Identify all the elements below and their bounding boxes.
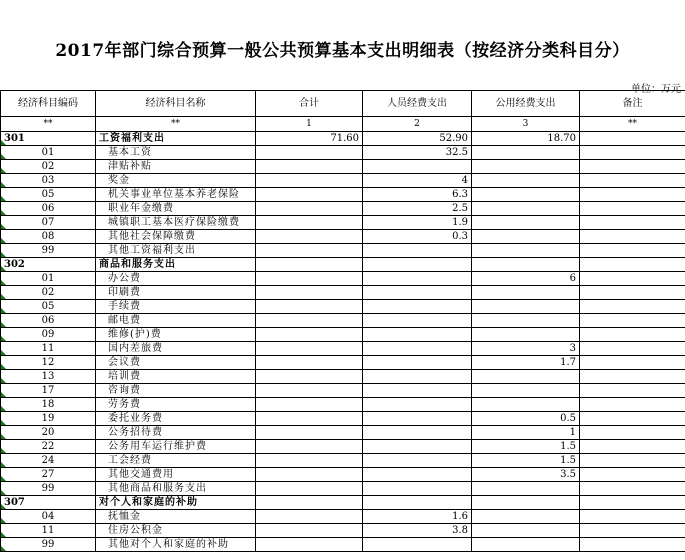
- cell-public[interactable]: [472, 398, 580, 412]
- cell-public[interactable]: [472, 216, 580, 230]
- cell-total[interactable]: [256, 524, 363, 538]
- category-row: [1, 496, 685, 510]
- table-row: [1, 188, 685, 202]
- cell-total[interactable]: [256, 482, 363, 496]
- cell-name[interactable]: 办公费: [96, 272, 256, 286]
- cell-marker-icon: [1, 350, 6, 355]
- cell-marker-icon: [1, 462, 6, 467]
- cell-code[interactable]: [1, 230, 96, 244]
- cell-note[interactable]: [580, 440, 685, 454]
- cell-total[interactable]: [256, 426, 363, 440]
- cell-marker-icon: [1, 420, 6, 425]
- cell-code-text: 02: [41, 161, 55, 172]
- cell-total[interactable]: [256, 384, 363, 398]
- cell-note[interactable]: [580, 356, 685, 370]
- cell-total[interactable]: [256, 356, 363, 370]
- table-row: [1, 286, 685, 300]
- table-row: [1, 524, 685, 538]
- table-row: [1, 202, 685, 216]
- cell-code[interactable]: [1, 300, 96, 314]
- table-row: [1, 272, 685, 286]
- cell-name[interactable]: 城镇职工基本医疗保险缴费: [96, 216, 256, 230]
- cell-public[interactable]: 1.5: [472, 454, 580, 468]
- cell-personnel[interactable]: [363, 398, 472, 412]
- cell-personnel[interactable]: [363, 538, 472, 552]
- cell-personnel[interactable]: 52.90: [363, 132, 472, 146]
- cell-code-text: 05: [41, 301, 55, 312]
- cell-note[interactable]: [580, 496, 685, 510]
- cell-note[interactable]: [580, 384, 685, 398]
- cell-marker-icon: [1, 252, 6, 257]
- cell-name[interactable]: 其他对个人和家庭的补助: [96, 538, 256, 552]
- cell-personnel[interactable]: 1.9: [363, 216, 472, 230]
- cell-note[interactable]: [580, 328, 685, 342]
- cell-name[interactable]: 咨询费: [96, 384, 256, 398]
- cell-total[interactable]: [256, 146, 363, 160]
- cell-code[interactable]: [1, 146, 96, 160]
- cell-name[interactable]: 公务用车运行维护费: [96, 440, 256, 454]
- cell-name[interactable]: 住房公积金: [96, 524, 256, 538]
- cell-marker-icon: [1, 546, 6, 551]
- cell-personnel[interactable]: [363, 412, 472, 426]
- cell-code[interactable]: [1, 440, 96, 454]
- cell-code-text: 19: [41, 413, 55, 424]
- cell-marker-icon: [1, 476, 6, 481]
- cell-code-text: 01: [41, 273, 55, 284]
- cell-marker-icon: [1, 490, 6, 495]
- cell-marker-icon: [1, 154, 6, 159]
- cell-note[interactable]: [580, 272, 685, 286]
- cell-code[interactable]: [1, 454, 96, 468]
- cell-note[interactable]: [580, 244, 685, 258]
- cell-note[interactable]: [580, 202, 685, 216]
- cell-personnel[interactable]: [363, 272, 472, 286]
- cell-code-text: 01: [41, 147, 55, 158]
- cell-code-text: 20: [41, 427, 55, 438]
- cell-code-text: 99: [41, 245, 55, 256]
- cell-note[interactable]: [580, 174, 685, 188]
- cell-personnel[interactable]: 6.3: [363, 188, 472, 202]
- cell-name[interactable]: 职业年金缴费: [96, 202, 256, 216]
- cell-note[interactable]: [580, 258, 685, 272]
- cell-code[interactable]: [1, 188, 96, 202]
- page-title: 2017年部门综合预算一般公共预算基本支出明细表（按经济分类科目分）: [55, 41, 630, 61]
- cell-personnel[interactable]: [363, 328, 472, 342]
- table-row: [1, 426, 685, 440]
- cell-public[interactable]: [472, 482, 580, 496]
- cell-public[interactable]: 1.7: [472, 356, 580, 370]
- cell-name[interactable]: 津贴补贴: [96, 160, 256, 174]
- table-row: [1, 510, 685, 524]
- cell-marker-icon: [1, 448, 6, 453]
- cell-code[interactable]: [1, 286, 96, 300]
- cell-personnel[interactable]: [363, 244, 472, 258]
- cell-public[interactable]: [472, 370, 580, 384]
- cell-code-text: 301: [4, 133, 25, 144]
- index-total[interactable]: 1: [256, 117, 363, 132]
- header-row: [1, 91, 685, 117]
- cell-total[interactable]: [256, 230, 363, 244]
- cell-personnel[interactable]: [363, 496, 472, 510]
- cell-public[interactable]: [472, 202, 580, 216]
- cell-total[interactable]: [256, 160, 363, 174]
- cell-code-text: 04: [41, 511, 55, 522]
- cell-note[interactable]: [580, 146, 685, 160]
- cell-code-text: 11: [41, 343, 55, 354]
- table-row: [1, 160, 685, 174]
- cell-note[interactable]: [580, 524, 685, 538]
- cell-marker-icon: [1, 336, 6, 341]
- cell-personnel[interactable]: [363, 314, 472, 328]
- cell-note[interactable]: [580, 454, 685, 468]
- cell-note[interactable]: [580, 286, 685, 300]
- table-row: [1, 174, 685, 188]
- cell-note[interactable]: [580, 230, 685, 244]
- cell-marker-icon: [1, 280, 6, 285]
- table-row: [1, 342, 685, 356]
- cell-public[interactable]: [472, 524, 580, 538]
- cell-personnel[interactable]: [363, 384, 472, 398]
- table-row: [1, 328, 685, 342]
- cell-marker-icon: [1, 238, 6, 243]
- cell-name[interactable]: 工会经费: [96, 454, 256, 468]
- cell-code[interactable]: [1, 244, 96, 258]
- unit-label: 单位：万元: [631, 84, 681, 95]
- header-note[interactable]: 备注: [580, 91, 685, 117]
- cell-name[interactable]: 机关事业单位基本养老保险: [96, 188, 256, 202]
- cell-marker-icon: [1, 406, 6, 411]
- cell-note[interactable]: [580, 188, 685, 202]
- cell-public[interactable]: [472, 328, 580, 342]
- index-note[interactable]: **: [580, 117, 685, 132]
- cell-marker-icon: [1, 196, 6, 201]
- cell-personnel[interactable]: [363, 454, 472, 468]
- cell-marker-icon: [1, 392, 6, 397]
- cell-personnel[interactable]: [363, 160, 472, 174]
- table-row: [1, 300, 685, 314]
- cell-personnel[interactable]: [363, 468, 472, 482]
- cell-name[interactable]: 对个人和家庭的补助: [96, 496, 256, 510]
- cell-public[interactable]: [472, 384, 580, 398]
- cell-code[interactable]: [1, 370, 96, 384]
- cell-marker-icon: [1, 168, 6, 173]
- cell-marker-icon: [1, 532, 6, 537]
- cell-code-text: 24: [41, 455, 55, 466]
- cell-code-text: 302: [4, 259, 25, 270]
- cell-public[interactable]: 1: [472, 426, 580, 440]
- cell-public[interactable]: 3: [472, 342, 580, 356]
- cell-marker-icon: [1, 378, 6, 383]
- table-row: [1, 356, 685, 370]
- cell-code[interactable]: [1, 482, 96, 496]
- cell-personnel[interactable]: 32.5: [363, 146, 472, 160]
- table-row: [1, 384, 685, 398]
- index-row: [1, 117, 685, 132]
- budget-table: [0, 90, 685, 552]
- cell-code-text: 12: [41, 357, 55, 368]
- cell-name[interactable]: 手续费: [96, 300, 256, 314]
- cell-total[interactable]: [256, 202, 363, 216]
- cell-public[interactable]: [472, 230, 580, 244]
- cell-total[interactable]: [256, 510, 363, 524]
- cell-name[interactable]: 委托业务费: [96, 412, 256, 426]
- cell-total[interactable]: [256, 174, 363, 188]
- cell-code[interactable]: [1, 314, 96, 328]
- cell-marker-icon: [1, 294, 6, 299]
- cell-name[interactable]: 其他商品和服务支出: [96, 482, 256, 496]
- cell-code-text: 09: [41, 329, 55, 340]
- cell-code[interactable]: [1, 468, 96, 482]
- table-row: [1, 440, 685, 454]
- cell-name[interactable]: 邮电费: [96, 314, 256, 328]
- cell-total[interactable]: [256, 258, 363, 272]
- cell-name[interactable]: 公务招待费: [96, 426, 256, 440]
- cell-code[interactable]: [1, 524, 96, 538]
- cell-code[interactable]: [1, 216, 96, 230]
- cell-public[interactable]: [472, 286, 580, 300]
- cell-note[interactable]: [580, 398, 685, 412]
- cell-public[interactable]: [472, 496, 580, 510]
- cell-note[interactable]: [580, 160, 685, 174]
- cell-marker-icon: [1, 518, 6, 523]
- cell-code-text: 99: [41, 539, 55, 550]
- table-row: [1, 146, 685, 160]
- cell-public[interactable]: 3.5: [472, 468, 580, 482]
- cell-public[interactable]: [472, 258, 580, 272]
- table-row: [1, 482, 685, 496]
- cell-code[interactable]: [1, 202, 96, 216]
- cell-code-text: 18: [41, 399, 55, 410]
- cell-total[interactable]: [256, 538, 363, 552]
- cell-total[interactable]: [256, 440, 363, 454]
- cell-code[interactable]: [1, 258, 96, 272]
- cell-total[interactable]: [256, 216, 363, 230]
- cell-personnel[interactable]: [363, 370, 472, 384]
- cell-code-text: 11: [41, 525, 55, 536]
- cell-name[interactable]: 劳务费: [96, 398, 256, 412]
- cell-marker-icon: [1, 364, 6, 369]
- cell-marker-icon: [1, 266, 6, 271]
- index-personnel[interactable]: 2: [363, 117, 472, 132]
- cell-code[interactable]: [1, 412, 96, 426]
- cell-code[interactable]: [1, 328, 96, 342]
- cell-total[interactable]: [256, 370, 363, 384]
- cell-public[interactable]: [472, 300, 580, 314]
- cell-note[interactable]: [580, 370, 685, 384]
- cell-total[interactable]: 71.60: [256, 132, 363, 146]
- cell-code-text: 17: [41, 385, 55, 396]
- table-row: [1, 244, 685, 258]
- cell-total[interactable]: [256, 412, 363, 426]
- cell-code[interactable]: [1, 160, 96, 174]
- cell-code-text: 05: [41, 189, 55, 200]
- cell-name[interactable]: 印刷费: [96, 286, 256, 300]
- cell-name[interactable]: 维修(护)费: [96, 328, 256, 342]
- header-name[interactable]: 经济科目名称: [96, 91, 256, 117]
- cell-note[interactable]: [580, 300, 685, 314]
- cell-code-text: 03: [41, 175, 55, 186]
- cell-name[interactable]: 国内差旅费: [96, 342, 256, 356]
- index-code[interactable]: **: [1, 117, 96, 132]
- cell-public[interactable]: 6: [472, 272, 580, 286]
- cell-public[interactable]: 0.5: [472, 412, 580, 426]
- cell-code-text: 06: [41, 203, 55, 214]
- cell-code-text: 06: [41, 315, 55, 326]
- cell-code-text: 13: [41, 371, 55, 382]
- cell-total[interactable]: [256, 342, 363, 356]
- cell-personnel[interactable]: [363, 482, 472, 496]
- table-row: [1, 230, 685, 244]
- cell-name[interactable]: 抚恤金: [96, 510, 256, 524]
- cell-marker-icon: [1, 210, 6, 215]
- cell-code-text: 02: [41, 287, 55, 298]
- cell-marker-icon: [1, 504, 6, 509]
- cell-total[interactable]: [256, 468, 363, 482]
- cell-name[interactable]: 其他社会保障缴费: [96, 230, 256, 244]
- cell-personnel[interactable]: 1.6: [363, 510, 472, 524]
- cell-code[interactable]: [1, 384, 96, 398]
- cell-code-text: 08: [41, 231, 55, 242]
- cell-name[interactable]: 基本工资: [96, 146, 256, 160]
- cell-code[interactable]: [1, 356, 96, 370]
- cell-public[interactable]: [472, 174, 580, 188]
- cell-personnel[interactable]: [363, 258, 472, 272]
- cell-note[interactable]: [580, 342, 685, 356]
- table-row: [1, 412, 685, 426]
- cell-code-text: 22: [41, 441, 55, 452]
- cell-code-text: 307: [4, 497, 25, 508]
- cell-note[interactable]: [580, 132, 685, 146]
- cell-public[interactable]: [472, 160, 580, 174]
- cell-code-text: 27: [41, 469, 55, 480]
- cell-total[interactable]: [256, 300, 363, 314]
- cell-public[interactable]: [472, 314, 580, 328]
- cell-code[interactable]: [1, 342, 96, 356]
- category-row: [1, 258, 685, 272]
- cell-total[interactable]: [256, 454, 363, 468]
- cell-personnel[interactable]: [363, 426, 472, 440]
- cell-personnel[interactable]: 3.8: [363, 524, 472, 538]
- category-row: [1, 132, 685, 146]
- cell-personnel[interactable]: 2.5: [363, 202, 472, 216]
- cell-name[interactable]: 会议费: [96, 356, 256, 370]
- cell-public[interactable]: [472, 146, 580, 160]
- table-row: [1, 468, 685, 482]
- index-name[interactable]: **: [96, 117, 256, 132]
- cell-marker-icon: [1, 140, 6, 145]
- index-public[interactable]: 3: [472, 117, 580, 132]
- cell-total[interactable]: [256, 188, 363, 202]
- cell-code[interactable]: [1, 398, 96, 412]
- cell-note[interactable]: [580, 538, 685, 552]
- cell-personnel[interactable]: [363, 286, 472, 300]
- cell-code[interactable]: [1, 510, 96, 524]
- cell-note[interactable]: [580, 314, 685, 328]
- cell-note[interactable]: [580, 482, 685, 496]
- cell-total[interactable]: [256, 272, 363, 286]
- cell-marker-icon: [1, 434, 6, 439]
- cell-public[interactable]: [472, 244, 580, 258]
- cell-marker-icon: [1, 182, 6, 187]
- cell-note[interactable]: [580, 510, 685, 524]
- cell-personnel[interactable]: [363, 342, 472, 356]
- header-public[interactable]: 公用经费支出: [472, 91, 580, 117]
- cell-code[interactable]: [1, 174, 96, 188]
- cell-public[interactable]: [472, 510, 580, 524]
- cell-note[interactable]: [580, 468, 685, 482]
- cell-marker-icon: [1, 224, 6, 229]
- cell-marker-icon: [1, 308, 6, 313]
- cell-code[interactable]: [1, 426, 96, 440]
- cell-code-text: 07: [41, 217, 55, 228]
- cell-code[interactable]: [1, 538, 96, 552]
- table-row: [1, 314, 685, 328]
- cell-public[interactable]: 18.70: [472, 132, 580, 146]
- table-row: [1, 454, 685, 468]
- cell-personnel[interactable]: [363, 356, 472, 370]
- cell-code[interactable]: [1, 132, 96, 146]
- cell-note[interactable]: [580, 426, 685, 440]
- cell-public[interactable]: 1.5: [472, 440, 580, 454]
- header-code[interactable]: 经济科目编码: [1, 91, 96, 117]
- cell-total[interactable]: [256, 398, 363, 412]
- cell-personnel[interactable]: [363, 440, 472, 454]
- cell-total[interactable]: [256, 314, 363, 328]
- cell-total[interactable]: [256, 286, 363, 300]
- cell-code-text: 99: [41, 483, 55, 494]
- cell-total[interactable]: [256, 496, 363, 510]
- cell-personnel[interactable]: [363, 300, 472, 314]
- cell-marker-icon: [1, 322, 6, 327]
- cell-note[interactable]: [580, 216, 685, 230]
- cell-name[interactable]: 奖金: [96, 174, 256, 188]
- header-personnel[interactable]: 人员经费支出: [363, 91, 472, 117]
- cell-personnel[interactable]: 4: [363, 174, 472, 188]
- cell-personnel[interactable]: 0.3: [363, 230, 472, 244]
- cell-name[interactable]: 其他工资福利支出: [96, 244, 256, 258]
- cell-code[interactable]: [1, 272, 96, 286]
- cell-public[interactable]: [472, 188, 580, 202]
- table-row: [1, 370, 685, 384]
- cell-note[interactable]: [580, 412, 685, 426]
- cell-code[interactable]: [1, 496, 96, 510]
- cell-name[interactable]: 培训费: [96, 370, 256, 384]
- header-total[interactable]: 合计: [256, 91, 363, 117]
- table-row: [1, 216, 685, 230]
- cell-total[interactable]: [256, 328, 363, 342]
- table-row: [1, 398, 685, 412]
- cell-name[interactable]: 其他交通费用: [96, 468, 256, 482]
- cell-public[interactable]: [472, 538, 580, 552]
- cell-name[interactable]: 工资福利支出: [96, 132, 256, 146]
- cell-name[interactable]: 商品和服务支出: [96, 258, 256, 272]
- cell-total[interactable]: [256, 244, 363, 258]
- table-row: [1, 538, 685, 552]
